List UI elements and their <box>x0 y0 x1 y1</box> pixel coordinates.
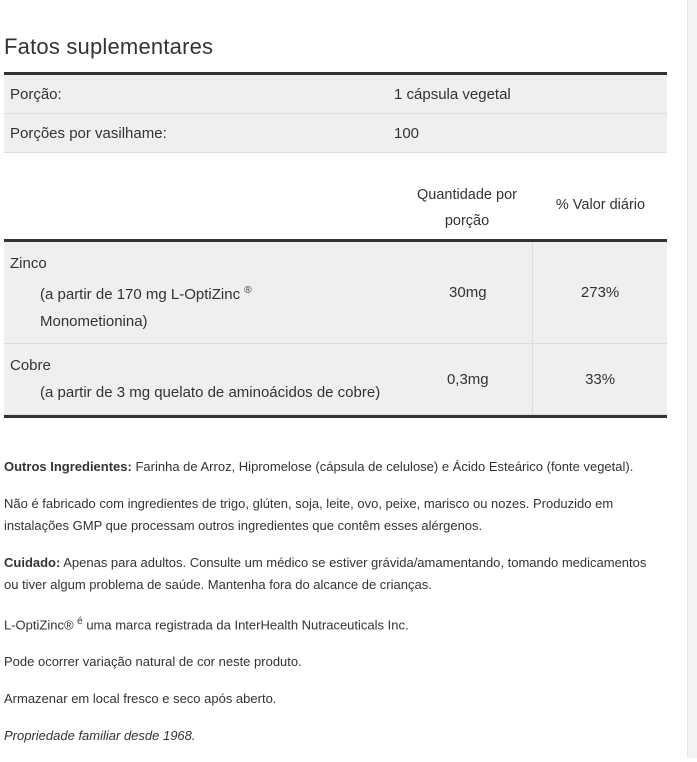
table-row <box>4 344 667 415</box>
trademark-note: L-OptiZinc® $^é$ uma marca registrada da InterHealth Nutraceuticals Inc. <box>4 616 409 633</box>
serving-label: Porção: <box>10 85 62 103</box>
scrollbar[interactable] <box>687 0 697 758</box>
nutrient-dv: 33% <box>532 344 667 414</box>
nutrient-name: Zinco <box>10 255 47 272</box>
nutrient-dv: 273% <box>532 242 667 343</box>
amount-header: Quantidade por porção <box>417 187 517 229</box>
nutrient-source: (a partir de 3 mg quelato de aminoácidos de cobre) <box>40 384 381 401</box>
table-row <box>4 242 667 344</box>
nutrient-amount: 0,3mg <box>446 370 489 388</box>
servings-label: Porções por vasilhame: <box>10 124 167 142</box>
table-row <box>4 114 667 153</box>
color-note: Pode ocorrer variação natural de cor neste produto. <box>4 654 302 670</box>
storage-note: Armazenar em local fresco e seco após aberto. <box>4 691 277 707</box>
notes <box>4 456 664 762</box>
family-note: Propriedade familiar desde 1968. <box>4 728 196 744</box>
allergen-note: Não é fabricado com ingredientes de trigo, glúten, soja, leite, ovo, peixe, marisco ou nozes. Produzido em instalações GMP que processam outros ingredientes que contêm esses alérgenos. <box>4 496 614 533</box>
nutrient-table <box>4 242 667 418</box>
servings-value: 100 <box>394 124 420 142</box>
registered-mark: ® <box>244 285 252 296</box>
nutrient-amount: 30mg <box>449 284 487 301</box>
dv-header: % Valor diário <box>555 197 646 213</box>
nutrient-header <box>4 182 667 242</box>
table-row <box>4 75 667 114</box>
serving-table <box>4 72 667 153</box>
nutrient-name: Cobre <box>10 357 51 374</box>
nutrient-source-rest: Monometionina) <box>40 313 148 330</box>
serving-value: 1 cápsula vegetal <box>394 85 511 103</box>
caution-note: Cuidado: Apenas para adultos. Consulte um médico se estiver grávida/amamentando, tomando medicamentos ou tiver algum problema de saúde. Mantenha fora do alcance de crianças. <box>4 555 647 592</box>
other-ingredients: Outros Ingredientes: Farinha de Arroz, Hipromelose (cápsula de celulose) e Ácido Esteárico (fonte vegetal). <box>4 459 634 474</box>
page-title: Fatos suplementares <box>4 34 214 59</box>
nutrient-source: (a partir de 170 mg L-OptiZinc <box>40 286 241 303</box>
